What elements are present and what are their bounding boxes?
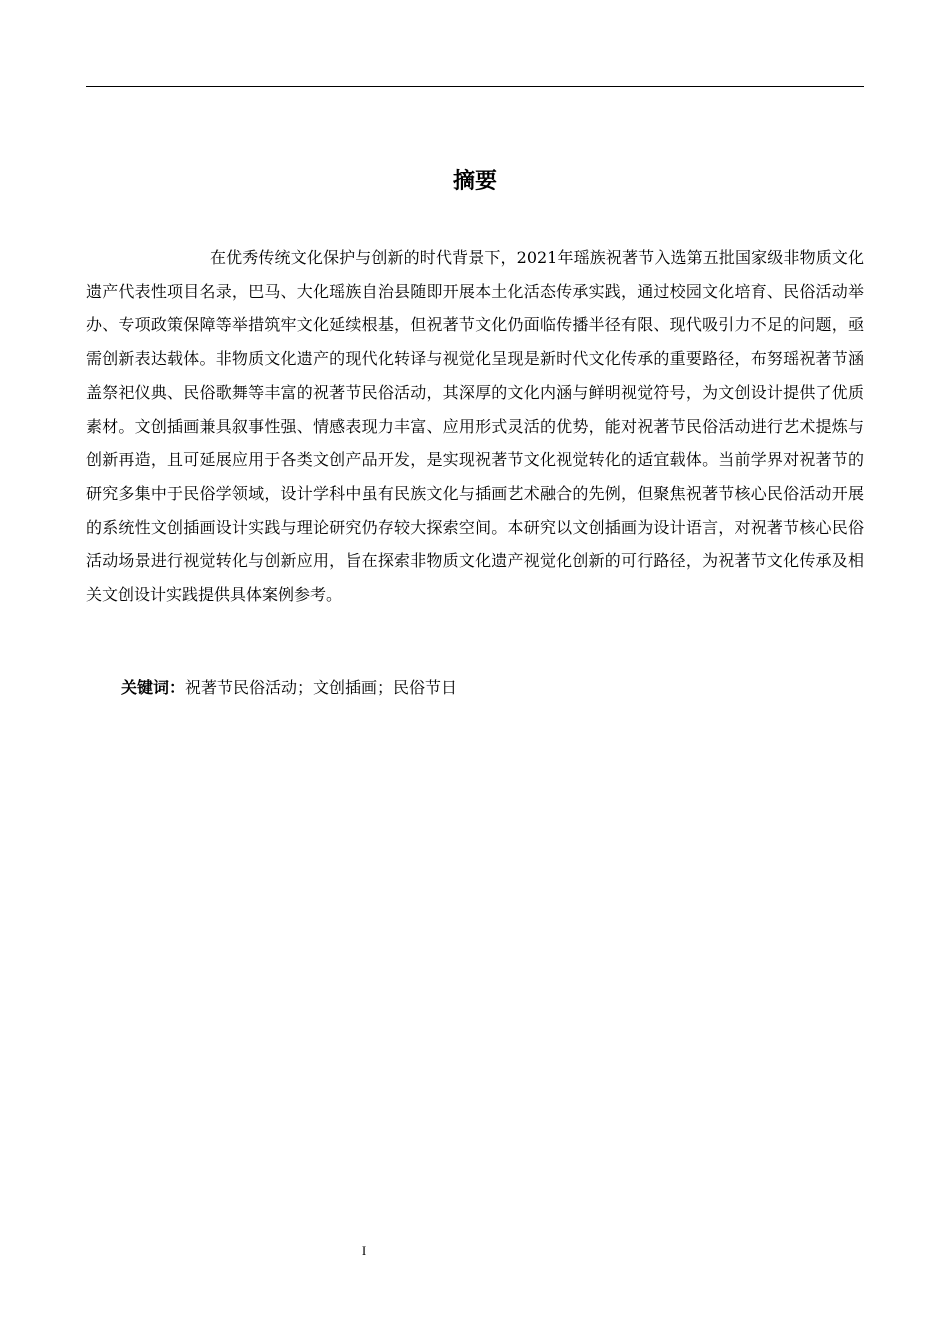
abstract-title: 摘要	[452, 169, 497, 194]
keywords-text: 祝著节民俗活动；文创插画；民俗节日	[185, 678, 458, 697]
keywords-label: 关键词：	[121, 678, 186, 697]
keywords-line	[121, 673, 864, 703]
header-rule	[86, 86, 864, 87]
page-number: I	[361, 1243, 367, 1258]
abstract-body: 在优秀传统文化保护与创新的时代背景下，2021年瑶族祝著节入选第五批国家级非物质文化遗产代表性项目名录，巴马、大化瑶族自治县随即开展本土化活态传承实践，通过校园文化培育、民俗活动举办、专项政策保障等举措筑牢文化延续根基，但祝著节文化仍面临传播半径有限、现代吸引力不足的问题，亟需创新表达载体。非物质文化遗产的现代化转译与视觉化呈现是新时代文化传承的重要路径，布努瑶祝著节涵盖祭祀仪典、民俗歌舞等丰富的祝著节民俗活动，其深厚的文化内涵与鲜明视觉符号，为文创设计提供了优质素材。文创插画兼具叙事性强、情感表现力丰富、应用形式灵活的优势，能对祝著节民俗活动进行艺术提炼与创新再造，且可延展应用于各类文创产品开发，是实现祝著节文化视觉转化的适宜载体。当前学界对祝著节的研究多集中于民俗学领域，设计学科中虽有民族文化与插画艺术融合的先例，但聚焦祝著节核心民俗活动开展的系统性文创插画设计实践与理论研究仍存较大探索空间。本研究以文创插画为设计语言，对祝著节核心民俗活动场景进行视觉转化与创新应用，旨在探索非物质文化遗产视觉化创新的可行路径，为祝著节文化传承及相关文创设计实践提供具体案例参考。	[86, 248, 864, 605]
